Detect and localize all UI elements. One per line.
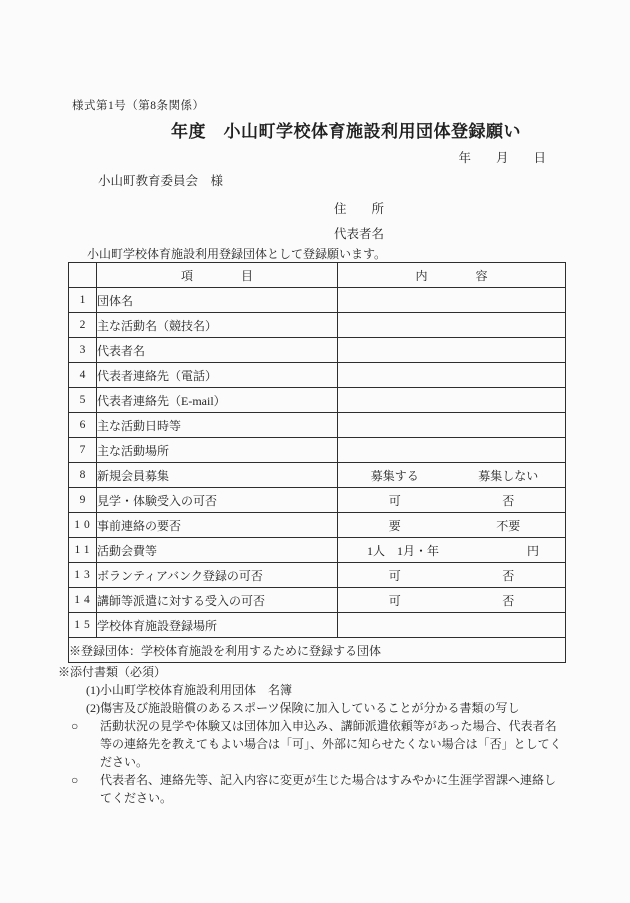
note-text: 代表者名、連絡先等、記入内容に変更が生じた場合はすみやかに生涯学習課へ連絡してください。 bbox=[100, 773, 557, 805]
row-item-label: 主な活動場所 bbox=[97, 438, 338, 463]
table-row bbox=[69, 513, 566, 538]
row-number: 15 bbox=[69, 613, 97, 638]
addressee: 小山町教育委員会 様 bbox=[98, 174, 224, 188]
row-content-cell bbox=[338, 438, 566, 463]
row-item-label: 代表者連絡先（電話） bbox=[97, 363, 338, 388]
fee-unit-label: 1人 1月・年 bbox=[367, 543, 440, 558]
row-number: 2 bbox=[69, 313, 97, 338]
table-row bbox=[69, 413, 566, 438]
table-row bbox=[69, 563, 566, 588]
option-label: 可 bbox=[388, 568, 401, 583]
row-item-label: 主な活動日時等 bbox=[97, 413, 338, 438]
table-row bbox=[69, 463, 566, 488]
date-line: 年 月 日 bbox=[458, 151, 546, 165]
table-row bbox=[69, 488, 566, 513]
table-row bbox=[69, 388, 566, 413]
fee-currency-label: 円 bbox=[526, 543, 539, 558]
row-item-label: ボランティアバンク登録の可否 bbox=[97, 563, 338, 588]
table-header-row bbox=[69, 263, 566, 288]
row-number: 6 bbox=[69, 413, 97, 438]
note-bullet bbox=[71, 717, 630, 771]
row-number: 13 bbox=[69, 563, 97, 588]
row-content-cell bbox=[338, 613, 566, 638]
row-item-label: 代表者名 bbox=[97, 338, 338, 363]
option-label: 可 bbox=[388, 593, 401, 608]
row-content-cell bbox=[338, 513, 566, 538]
table-row bbox=[69, 438, 566, 463]
note-bullet bbox=[71, 771, 630, 807]
row-number: 3 bbox=[69, 338, 97, 363]
row-number: 9 bbox=[69, 488, 97, 513]
notes-section bbox=[0, 663, 630, 807]
registration-table bbox=[68, 262, 566, 663]
header-content-cell: 内 容 bbox=[338, 263, 566, 288]
table-row bbox=[69, 538, 566, 563]
row-number: 14 bbox=[69, 588, 97, 613]
row-number: 5 bbox=[69, 388, 97, 413]
row-number: 10 bbox=[69, 513, 97, 538]
row-number: 7 bbox=[69, 438, 97, 463]
option-label: 不要 bbox=[496, 518, 521, 533]
row-item-label: 講師等派遣に対する受入の可否 bbox=[97, 588, 338, 613]
circle-bullet-icon: ○ bbox=[71, 773, 79, 787]
option-label: 否 bbox=[502, 593, 515, 608]
row-content-cell bbox=[338, 313, 566, 338]
row-number: 11 bbox=[69, 538, 97, 563]
row-content-cell bbox=[338, 563, 566, 588]
circle-bullet-icon: ○ bbox=[71, 719, 79, 733]
option-label: 可 bbox=[388, 493, 401, 508]
table-footnote: ※登録団体：学校体育施設を利用するために登録する団体 bbox=[69, 638, 566, 663]
row-number: 4 bbox=[69, 363, 97, 388]
table-row bbox=[69, 288, 566, 313]
row-number: 8 bbox=[69, 463, 97, 488]
row-item-label: 見学・体験受入の可否 bbox=[97, 488, 338, 513]
attachment-item: (1)小山町学校体育施設利用団体 名簿 bbox=[86, 683, 292, 697]
row-content-cell bbox=[338, 588, 566, 613]
row-item-label: 事前連絡の要否 bbox=[97, 513, 338, 538]
row-number: 1 bbox=[69, 288, 97, 313]
row-content-cell bbox=[338, 363, 566, 388]
header-item-cell: 項 目 bbox=[97, 263, 338, 288]
attachment-item: (2)傷害及び施設賠償のあるスポーツ保険に加入していることが分かる書類の写し bbox=[86, 701, 520, 715]
table-footnote-row bbox=[69, 638, 566, 663]
attachments-title: ※添付書類（必須） bbox=[58, 665, 167, 679]
form-number: 様式第1号（第8条関係） bbox=[72, 100, 205, 112]
option-label: 募集する bbox=[370, 468, 419, 483]
table-row bbox=[69, 338, 566, 363]
option-label: 否 bbox=[502, 493, 515, 508]
representative-name-label: 代表者名 bbox=[334, 227, 385, 241]
table-row bbox=[69, 313, 566, 338]
row-item-label: 代表者連絡先（E-mail） bbox=[97, 388, 338, 413]
header-number-cell bbox=[69, 263, 97, 288]
table-row bbox=[69, 588, 566, 613]
option-label: 否 bbox=[502, 568, 515, 583]
row-content-cell bbox=[338, 463, 566, 488]
table-row bbox=[69, 363, 566, 388]
row-content-cell bbox=[338, 413, 566, 438]
table-row bbox=[69, 613, 566, 638]
row-item-label: 学校体育施設登録場所 bbox=[97, 613, 338, 638]
row-item-label: 団体名 bbox=[97, 288, 338, 313]
row-item-label: 主な活動名（競技名） bbox=[97, 313, 338, 338]
row-content-cell bbox=[338, 538, 566, 563]
option-label: 要 bbox=[388, 518, 401, 533]
row-content-cell bbox=[338, 388, 566, 413]
address-label: 住 所 bbox=[334, 202, 385, 216]
row-content-cell bbox=[338, 338, 566, 363]
intro-sentence: 小山町学校体育施設利用登録団体として登録願います。 bbox=[87, 247, 387, 261]
page-title: 年度 小山町学校体育施設利用団体登録願い bbox=[171, 122, 521, 141]
note-text: 活動状況の見学や体験又は団体加入申込み、講師派遣依頼等があった場合、代表者名等の連絡先を教えてもよい場合は「可」、外部に知らせたくない場合は「否」としてください。 bbox=[100, 719, 562, 769]
row-item-label: 活動会費等 bbox=[97, 538, 338, 563]
row-content-cell bbox=[338, 288, 566, 313]
row-item-label: 新規会員募集 bbox=[97, 463, 338, 488]
option-label: 募集しない bbox=[478, 468, 539, 483]
row-content-cell bbox=[338, 488, 566, 513]
